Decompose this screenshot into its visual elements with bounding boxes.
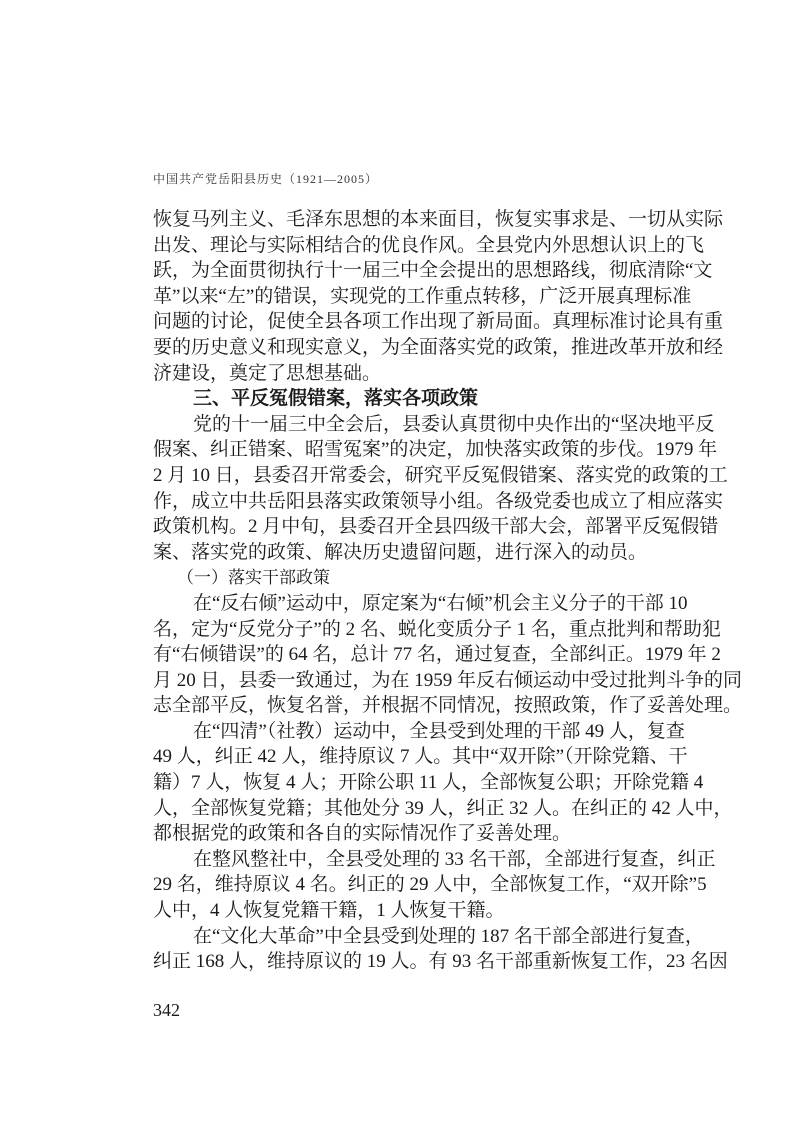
text-line: 籍）7 人，恢复 4 人；开除公职 11 人，全部恢复公职；开除党籍 4	[153, 772, 704, 794]
text-line: 跃，为全面贯彻执行十一届三中全会提出的思想路线，彻底清除“文	[153, 260, 713, 282]
text-line: 在整风整社中，全县受处理的 33 名干部，全部进行复查，纠正	[193, 848, 716, 870]
subsection-heading: （一）落实干部政策	[177, 568, 330, 588]
paragraph	[153, 207, 724, 386]
running-header: 中国共产党岳阳县历史（1921—2005）	[153, 172, 379, 186]
text-line: 志全部平反，恢复名誉，并根据不同情况，按照政策，作了妥善处理。	[153, 695, 743, 717]
page-number: 342	[153, 1000, 180, 1020]
paragraph	[153, 591, 743, 719]
text-line: 都根据党的政策和各自的实际情况作了妥善处理。	[153, 823, 572, 845]
text-line: 29 名，维持原议 4 名。纠正的 29 人中，全部恢复工作，“双开除”5	[153, 874, 707, 896]
paragraph	[153, 719, 733, 847]
paragraph	[153, 924, 728, 975]
text-line: 名，定为“反党分子”的 2 名、蜕化变质分子 1 名，重点批判和帮助犯	[153, 618, 721, 640]
text-line: 49 人，纠正 42 人，维持原议 7 人。其中“双开除”（开除党籍、干	[153, 746, 688, 768]
text-line: 要的历史意义和现实意义，为全面落实党的政策，推进改革开放和经	[153, 336, 724, 358]
text-line: 纠正 168 人，维持原议的 19 人。有 93 名干部重新恢复工作，23 名因	[153, 951, 728, 973]
text-line: 政策机构。2 月中旬，县委召开全县四级干部大会，部署平反冤假错	[153, 516, 719, 538]
paragraph	[153, 412, 728, 566]
text-line: 案、落实党的政策、解决历史遗留问题，进行深入的动员。	[153, 541, 648, 563]
body-text	[153, 207, 743, 975]
text-line: 恢复马列主义、毛泽东思想的本来面目，恢复实事求是、一切从实际	[153, 209, 724, 230]
text-line: 济建设，奠定了思想基础。	[153, 362, 382, 384]
section-heading: 三、平反冤假错案，落实各项政策	[193, 388, 479, 410]
text-line: 有“右倾错误”的 64 名，总计 77 名，通过复查，全部纠正。1979 年 2	[153, 644, 721, 666]
text-line: 假案、纠正错案、昭雪冤案”的决定，加快落实政策的步伐。1979 年	[153, 439, 718, 461]
text-line: 在“四清”（社教）运动中，全县受到处理的干部 49 人，复查	[193, 720, 685, 742]
text-line: 革”以来“左”的错误，实现党的工作重点转移，广泛开展真理标准	[153, 285, 692, 307]
text-line: 人，全部恢复党籍；其他处分 39 人，纠正 32 人。在纠正的 42 人中，	[153, 797, 733, 819]
text-line: 问题的讨论，促使全县各项工作出现了新局面。真理标准讨论具有重	[153, 311, 724, 333]
text-line: 作，成立中共岳阳县落实政策领导小组。各级党委也成立了相应落实	[153, 490, 724, 512]
text-line: 2 月 10 日，县委召开常委会，研究平反冤假错案、落实党的政策的工	[153, 464, 728, 486]
text-line: 在“文化大革命”中全县受到处理的 187 名干部全部进行复查，	[193, 925, 704, 947]
text-line: 月 20 日，县委一致通过，为在 1959 年反右倾运动中受过批判斗争的同	[153, 669, 743, 691]
text-line: 党的十一届三中全会后，县委认真贯彻中央作出的“坚决地平反	[193, 413, 715, 435]
text-line: 人中，4 人恢复党籍干籍，1 人恢复干籍。	[153, 900, 505, 922]
text-line: 出发、理论与实际相结合的优良作风。全县党内外思想认识上的飞	[153, 234, 705, 256]
paragraph	[153, 847, 716, 924]
text-line: 在“反右倾”运动中，原定案为“右倾”机会主义分子的干部 10	[193, 592, 688, 614]
